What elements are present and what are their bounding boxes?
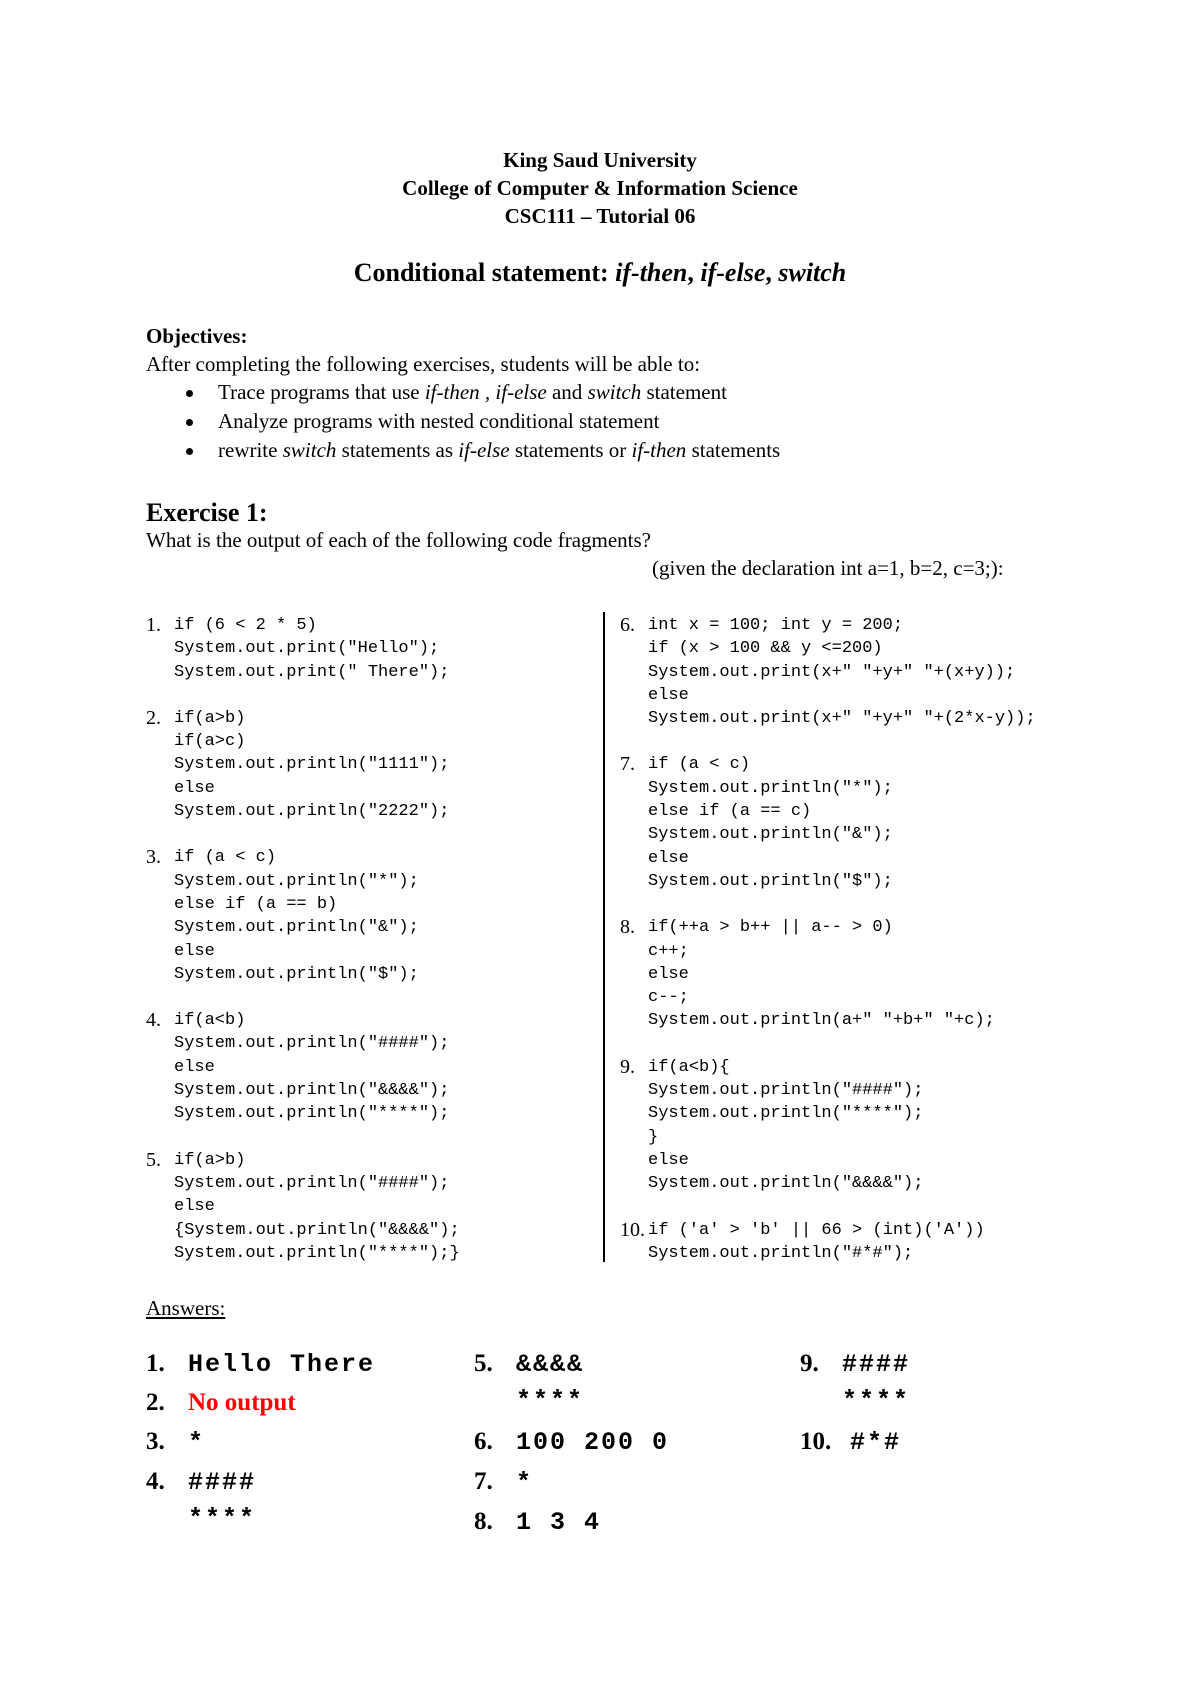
code-line	[146, 1009, 592, 1032]
code-text: System.out.println("#*#");	[648, 1243, 914, 1263]
code-line	[146, 940, 592, 963]
code-line	[620, 661, 1120, 684]
problem-number: 9.	[620, 1055, 635, 1078]
code-text: System.out.println("****");	[648, 1104, 924, 1124]
code-text: if (x > 100 && y <=200)	[648, 639, 883, 659]
code-text: {System.out.println("&&&&");	[174, 1220, 460, 1240]
code-text: else	[648, 685, 689, 705]
answer-value: No output	[188, 1389, 296, 1416]
code-text: System.out.println("****");}	[174, 1243, 460, 1263]
answer-item: 3. *	[146, 1428, 206, 1457]
problem-number	[146, 1102, 174, 1125]
problem-number: 5.	[146, 1148, 161, 1171]
code-text: System.out.println("&&&&");	[174, 1081, 450, 1101]
problem-number	[146, 637, 174, 660]
objectives-intro: After completing the following exercises, students will be able to:	[146, 352, 701, 376]
code-line	[146, 661, 592, 684]
problem-number	[146, 963, 174, 986]
answer-item: 8. 1 3 4	[474, 1508, 602, 1537]
code-text: else	[174, 1197, 215, 1217]
problem-number	[146, 777, 174, 800]
code-line	[146, 1149, 592, 1172]
code-line	[620, 1056, 1120, 1079]
code-line	[620, 753, 1120, 776]
problem-number	[146, 753, 174, 776]
code-line	[146, 963, 592, 986]
code-text: System.out.println("&");	[174, 918, 419, 938]
problem-number	[146, 1219, 174, 1242]
code-text: System.out.println("$");	[648, 871, 893, 891]
title-kw-if-then: if-then	[615, 258, 688, 287]
problem-number	[620, 1079, 648, 1102]
title-kw-switch: switch	[778, 258, 847, 287]
code-line	[146, 707, 592, 730]
code-fragment	[620, 1056, 1120, 1196]
code-line	[146, 614, 592, 637]
code-line	[620, 1219, 1120, 1242]
code-text: System.out.println("****");	[174, 1104, 450, 1124]
code-line	[146, 916, 592, 939]
problem-number: 7.	[620, 753, 635, 776]
answer-value-line2: ****	[516, 1386, 585, 1415]
code-text: System.out.println("&");	[648, 825, 893, 845]
code-line	[620, 614, 1120, 637]
answer-item: 2. No output	[146, 1389, 296, 1416]
code-text: System.out.println("*");	[174, 871, 419, 891]
code-line	[146, 1079, 592, 1102]
code-line	[620, 963, 1120, 986]
problem-number: 10.	[620, 1218, 645, 1241]
code-line	[146, 730, 592, 753]
code-line	[620, 916, 1120, 939]
problems-left-column	[146, 614, 592, 1288]
problem-number	[146, 1056, 174, 1079]
code-text: System.out.print(x+" "+y+" "+(2*x-y));	[648, 709, 1036, 729]
code-text: if(a<b){	[648, 1057, 730, 1077]
code-text: System.out.println("####");	[174, 1034, 450, 1054]
code-text: else	[174, 941, 215, 961]
code-line	[146, 637, 592, 660]
answers-heading: Answers:	[146, 1296, 226, 1320]
answer-item: 9. #### ****	[800, 1350, 911, 1415]
code-text: System.out.println(a+" "+b+" "+c);	[648, 1011, 995, 1031]
problem-number	[620, 707, 648, 730]
code-line	[146, 893, 592, 916]
problem-number: 6.	[620, 614, 635, 636]
answer-item: 6. 100 200 0	[474, 1428, 670, 1457]
code-line	[620, 777, 1120, 800]
code-line	[620, 847, 1120, 870]
problem-number	[146, 661, 174, 684]
code-text: if(a>b)	[174, 1150, 246, 1170]
code-line	[146, 846, 592, 869]
answer-value: ####	[842, 1350, 911, 1379]
answer-item: 5. &&&& ****	[474, 1350, 585, 1415]
code-text: System.out.println("$");	[174, 964, 419, 984]
code-text: System.out.println("1111");	[174, 755, 450, 775]
exercise-given: (given the declaration int a=1, b=2, c=3;):	[652, 556, 1004, 580]
problem-number	[146, 893, 174, 916]
problem-number	[620, 940, 648, 963]
bullet-icon	[186, 419, 193, 426]
problem-number	[620, 661, 648, 684]
answer-item: 1. Hello There	[146, 1350, 376, 1379]
code-text: else	[648, 964, 689, 984]
code-fragment	[620, 614, 1120, 730]
code-text: else	[174, 1057, 215, 1077]
problem-number	[146, 1172, 174, 1195]
code-line	[620, 1126, 1120, 1149]
code-line	[620, 1079, 1120, 1102]
answer-value: *	[188, 1428, 206, 1457]
exercise-title: Exercise 1:	[146, 498, 268, 527]
college-name: College of Computer & Information Science	[402, 176, 798, 200]
code-line	[620, 823, 1120, 846]
code-line	[146, 1172, 592, 1195]
problem-number	[620, 1242, 648, 1265]
problem-number	[620, 800, 648, 823]
code-text: c--;	[648, 988, 689, 1008]
code-line	[146, 1195, 592, 1218]
exercise-question: What is the output of each of the following code fragments?	[146, 528, 652, 552]
code-text: if ('a' > 'b' || 66 > (int)('A'))	[648, 1220, 985, 1240]
code-text: System.out.print(x+" "+y+" "+(x+y));	[648, 662, 1016, 682]
document-header	[0, 146, 1200, 230]
code-text: if(a>b)	[174, 708, 246, 728]
code-fragment	[146, 1009, 592, 1125]
problem-number	[620, 870, 648, 893]
code-text: System.out.println("&&&&");	[648, 1174, 924, 1194]
code-fragment	[146, 707, 592, 823]
problem-number	[146, 1079, 174, 1102]
code-text: if (a < c)	[174, 848, 277, 868]
problem-number	[146, 730, 174, 753]
problem-number	[146, 916, 174, 939]
problem-number	[146, 940, 174, 963]
code-fragment	[146, 1149, 592, 1265]
code-text: }	[648, 1127, 659, 1147]
page-title	[0, 258, 1200, 288]
code-text: c++;	[648, 941, 689, 961]
answer-value-line2: ****	[188, 1504, 257, 1533]
title-kw-if-else: if-else	[700, 258, 766, 287]
problem-number	[146, 1195, 174, 1218]
problem-number: 2.	[146, 706, 161, 729]
code-fragment	[620, 916, 1120, 1032]
code-line	[146, 1102, 592, 1125]
code-line	[620, 637, 1120, 660]
code-text: if(a<b)	[174, 1011, 246, 1031]
code-line	[620, 1009, 1120, 1032]
objective-item: Trace programs that use if-then , if-else and switch statement	[146, 378, 1096, 407]
problem-number	[146, 800, 174, 823]
problem-number	[620, 823, 648, 846]
code-line	[620, 800, 1120, 823]
answer-value: *	[516, 1468, 534, 1497]
code-line	[146, 1032, 592, 1055]
problem-number	[620, 1149, 648, 1172]
code-text: else	[648, 1150, 689, 1170]
answer-item: 7. *	[474, 1468, 534, 1497]
answer-value: Hello There	[188, 1350, 376, 1379]
bullet-icon	[186, 448, 193, 455]
code-fragment	[620, 753, 1120, 893]
code-line	[146, 1219, 592, 1242]
column-divider	[603, 612, 605, 1262]
code-line	[620, 1149, 1120, 1172]
code-line	[620, 870, 1120, 893]
answer-item: 10. #*#	[800, 1428, 902, 1457]
answer-value-line2: ****	[842, 1386, 911, 1415]
course-title: CSC111 – Tutorial 06	[504, 204, 696, 228]
code-fragment	[146, 614, 592, 684]
code-line	[620, 707, 1120, 730]
code-fragment	[620, 1219, 1120, 1266]
problem-number	[620, 1102, 648, 1125]
code-line	[146, 1056, 592, 1079]
code-text: System.out.println("*");	[648, 778, 893, 798]
code-text: else if (a == c)	[648, 802, 812, 822]
code-text: System.out.println("2222");	[174, 802, 450, 822]
problem-number	[620, 1126, 648, 1149]
code-line	[146, 800, 592, 823]
code-text: else if (a == b)	[174, 894, 338, 914]
problem-number	[620, 637, 648, 660]
answer-value: #*#	[850, 1428, 902, 1457]
problem-number	[620, 963, 648, 986]
code-line	[620, 1242, 1120, 1265]
problem-number	[620, 1009, 648, 1032]
code-text: System.out.println("####");	[174, 1173, 450, 1193]
problem-number: 3.	[146, 846, 161, 869]
objectives-list	[146, 378, 1096, 465]
code-text: if (6 < 2 * 5)	[174, 616, 317, 635]
code-text: System.out.println("####");	[648, 1081, 924, 1101]
answer-value: ####	[188, 1468, 257, 1497]
code-text: int x = 100; int y = 200;	[648, 616, 904, 635]
problem-number	[620, 777, 648, 800]
objectives-section	[146, 322, 1096, 465]
code-text: System.out.print(" There");	[174, 662, 450, 682]
objective-item: Analyze programs with nested conditional statement	[146, 407, 1096, 436]
code-line	[146, 870, 592, 893]
code-line	[146, 777, 592, 800]
title-sep: ,	[687, 258, 701, 287]
code-text: if(++a > b++ || a-- > 0)	[648, 918, 893, 938]
problem-number	[146, 870, 174, 893]
problem-number: 8.	[620, 916, 635, 939]
title-prefix: Conditional statement:	[353, 258, 616, 287]
code-text: else	[648, 848, 689, 868]
answer-value: 100 200 0	[516, 1428, 670, 1457]
code-text: else	[174, 778, 215, 798]
answer-item: 4. #### ****	[146, 1468, 257, 1533]
bullet-icon	[186, 390, 193, 397]
problem-number	[620, 847, 648, 870]
code-text: System.out.print("Hello");	[174, 639, 440, 659]
code-line	[146, 753, 592, 776]
code-line	[620, 684, 1120, 707]
problem-number	[146, 1032, 174, 1055]
problem-number: 1.	[146, 614, 161, 636]
problems-right-column	[620, 614, 1120, 1288]
problem-number	[620, 986, 648, 1009]
problem-number: 4.	[146, 1009, 161, 1032]
problem-number	[620, 684, 648, 707]
code-line	[620, 1172, 1120, 1195]
code-line	[620, 986, 1120, 1009]
title-sep: ,	[765, 258, 779, 287]
problem-number	[146, 1242, 174, 1265]
code-line	[620, 940, 1120, 963]
university-name: King Saud University	[503, 148, 697, 172]
answer-value: 1 3 4	[516, 1508, 602, 1537]
code-line	[620, 1102, 1120, 1125]
answer-value: &&&&	[516, 1350, 585, 1379]
objective-item: rewrite switch statements as if-else statements or if-then statements	[146, 436, 1096, 465]
problem-number	[620, 1172, 648, 1195]
objectives-heading: Objectives:	[146, 324, 248, 348]
code-text: if (a < c)	[648, 755, 751, 775]
code-fragment	[146, 846, 592, 986]
code-line	[146, 1242, 592, 1265]
code-text: if(a>c)	[174, 732, 246, 752]
